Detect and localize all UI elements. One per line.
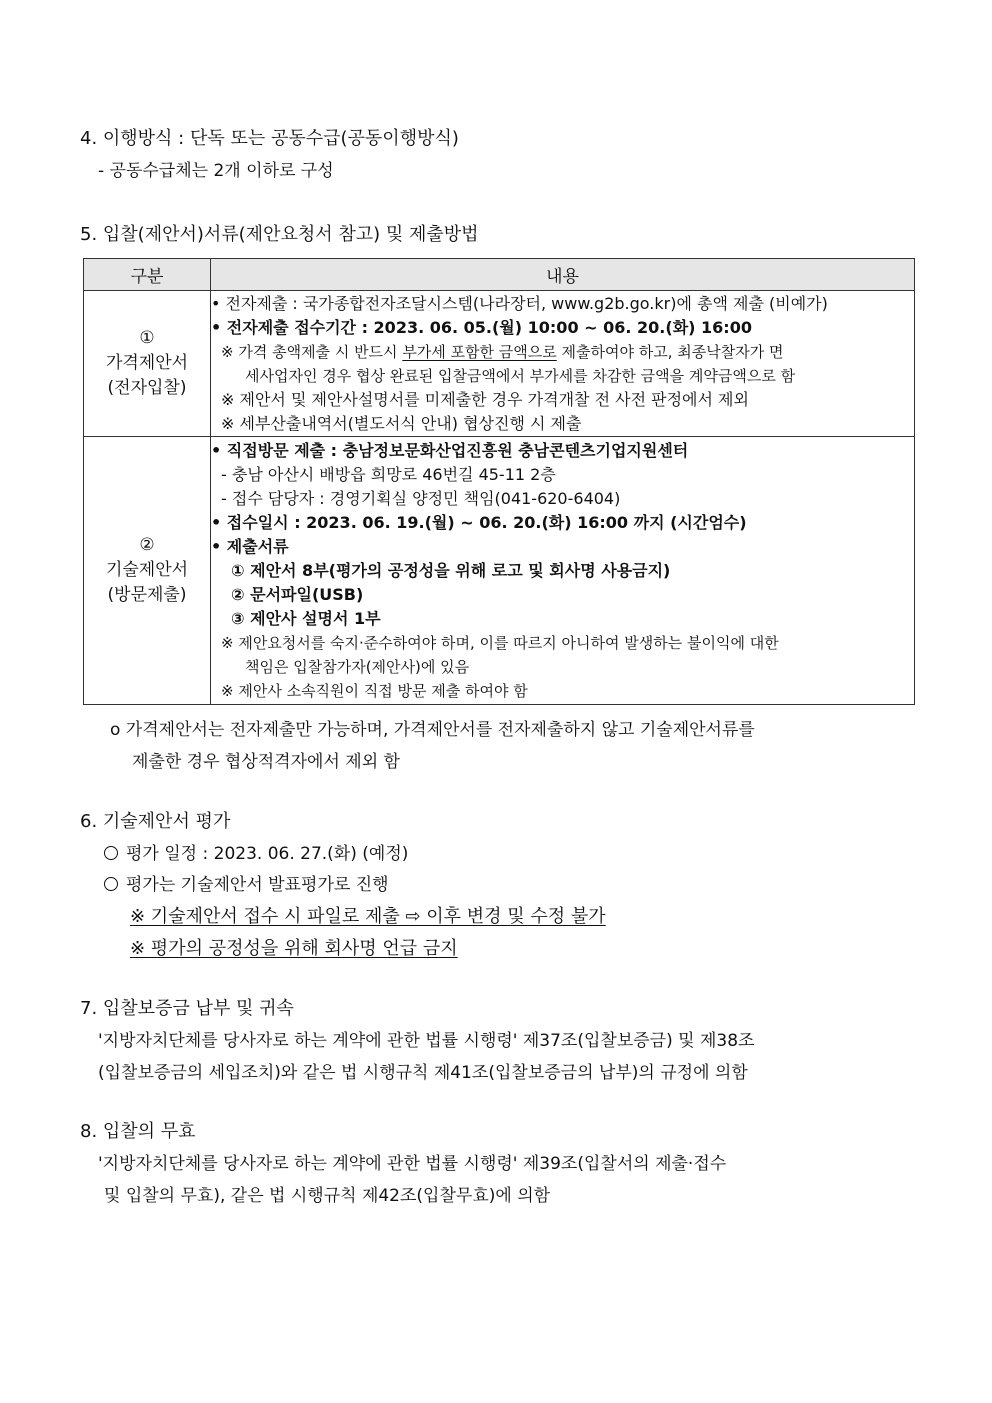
- section-6-item: [104, 842, 408, 866]
- table-row: [84, 291, 915, 437]
- section-6-item-text: 평가 일정 : 2023. 06. 27.(화) (예정): [126, 844, 409, 864]
- section-5-note-cont: 제출한 경우 협상적격자에서 제외 함: [132, 752, 400, 772]
- section-6-warning: ※ 기술제안서 접수 시 파일로 제출 ⇨ 이후 변경 및 수정 불가: [130, 906, 606, 927]
- row-subtitle: (전자입찰): [107, 378, 187, 398]
- row-content-price: [211, 291, 915, 437]
- section-6-item: [104, 873, 389, 897]
- table-row: [84, 437, 915, 705]
- content-line: • 접수일시 : 2023. 06. 19.(월) ~ 06. 20.(화) 16:00 까지 (시간엄수): [211, 512, 747, 532]
- underlined-phrase: 부가세 포함한 금액으로: [402, 342, 557, 361]
- row-subtitle: (방문제출): [107, 585, 187, 605]
- section-8-title: 8. 입찰의 무효: [80, 1121, 196, 1142]
- table-header-content: 내용: [211, 259, 915, 291]
- section-7-title: 7. 입찰보증금 납부 및 귀속: [80, 998, 294, 1019]
- content-line: ※ 제안서 및 제안사설명서를 미제출한 경우 가격개찰 전 사전 판정에서 제외: [221, 389, 749, 409]
- content-line: • 전자제출 : 국가종합전자조달시스템(나라장터, www.g2b.go.kr)에 총액 제출 (비예가): [211, 293, 828, 313]
- section-8-line: '지방자치단체를 당사자로 하는 계약에 관한 법률 시행령' 제39조(입찰서의 제출·접수: [98, 1154, 727, 1174]
- row-content-technical: [211, 437, 915, 705]
- content-line: • 직접방문 제출 : 충남정보문화산업진흥원 충남콘텐츠기업지원센터: [211, 440, 689, 460]
- content-line: - 충남 아산시 배방읍 희망로 46번길 45-11 2층: [221, 464, 556, 484]
- section-5-note: o 가격제안서는 전자제출만 가능하며, 가격제안서를 전자제출하지 않고 기술제안서류를: [110, 720, 755, 740]
- circle-bullet-icon: [104, 877, 118, 891]
- row-category-technical: [84, 437, 211, 705]
- row-number: ①: [139, 328, 155, 348]
- section-6-item-text: 평가는 기술제안서 발표평가로 진행: [126, 875, 389, 895]
- table-header-row: [84, 259, 915, 291]
- content-line: 책임은 입찰참가자(제안사)에 있음: [245, 657, 470, 676]
- content-line: ※ 제안사 소속직원이 직접 방문 제출 하여야 함: [221, 681, 528, 700]
- content-line: • 전자제출 접수기간 : 2023. 06. 05.(월) 10:00 ~ 06. 20.(화) 16:00: [211, 317, 752, 337]
- content-line: • 제출서류: [211, 536, 289, 556]
- row-number: ②: [139, 535, 155, 555]
- circle-bullet-icon: [104, 846, 118, 860]
- content-line: ※ 세부산출내역서(별도서식 안내) 협상진행 시 제출: [221, 413, 582, 433]
- content-line: ③ 제안사 설명서 1부: [231, 608, 381, 628]
- row-title: 가격제안서: [105, 353, 189, 373]
- section-4-title: 4. 이행방식 : 단독 또는 공동수급(공동이행방식): [80, 128, 459, 149]
- content-line: 세사업자인 경우 협상 완료된 입찰금액에서 부가세를 차감한 금액을 계약금액으로 함: [245, 366, 796, 385]
- content-line: ※ 제안요청서를 숙지·준수하여야 하며, 이를 따르지 아니하여 발생하는 불이익에 대한: [221, 633, 779, 652]
- section-5-title: 5. 입찰(제안서)서류(제안요청서 참고) 및 제출방법: [80, 224, 479, 245]
- section-8-line: 및 입찰의 무효), 같은 법 시행규칙 제42조(입찰무효)에 의함: [104, 1186, 551, 1206]
- content-line: [211, 340, 914, 364]
- content-line: ① 제안서 8부(평가의 공정성을 위해 로고 및 회사명 사용금지): [231, 560, 671, 580]
- section-6-title: 6. 기술제안서 평가: [80, 811, 231, 832]
- table-header-category: 구분: [84, 259, 211, 291]
- section-6-warning: ※ 평가의 공정성을 위해 회사명 언급 금지: [130, 938, 458, 959]
- content-line: ② 문서파일(USB): [231, 584, 364, 604]
- row-category-price: [84, 291, 211, 437]
- section-4-line: - 공동수급체는 2개 이하로 구성: [98, 161, 334, 181]
- content-line-text: ※ 가격 총액제출 시 반드시 부가세 포함한 금액으로 제출하여야 하고, 최종낙찰자가 면: [221, 342, 784, 361]
- content-line: - 접수 담당자 : 경영기획실 양정민 책임(041-620-6404): [221, 488, 621, 508]
- section-7-line: (입찰보증금의 세입조치)와 같은 법 시행규칙 제41조(입찰보증금의 납부)의 규정에 의함: [98, 1063, 748, 1083]
- submission-table: [83, 258, 915, 705]
- row-title: 기술제안서: [105, 560, 189, 580]
- section-7-line: '지방자치단체를 당사자로 하는 계약에 관한 법률 시행령' 제37조(입찰보증금) 및 제38조: [98, 1031, 755, 1051]
